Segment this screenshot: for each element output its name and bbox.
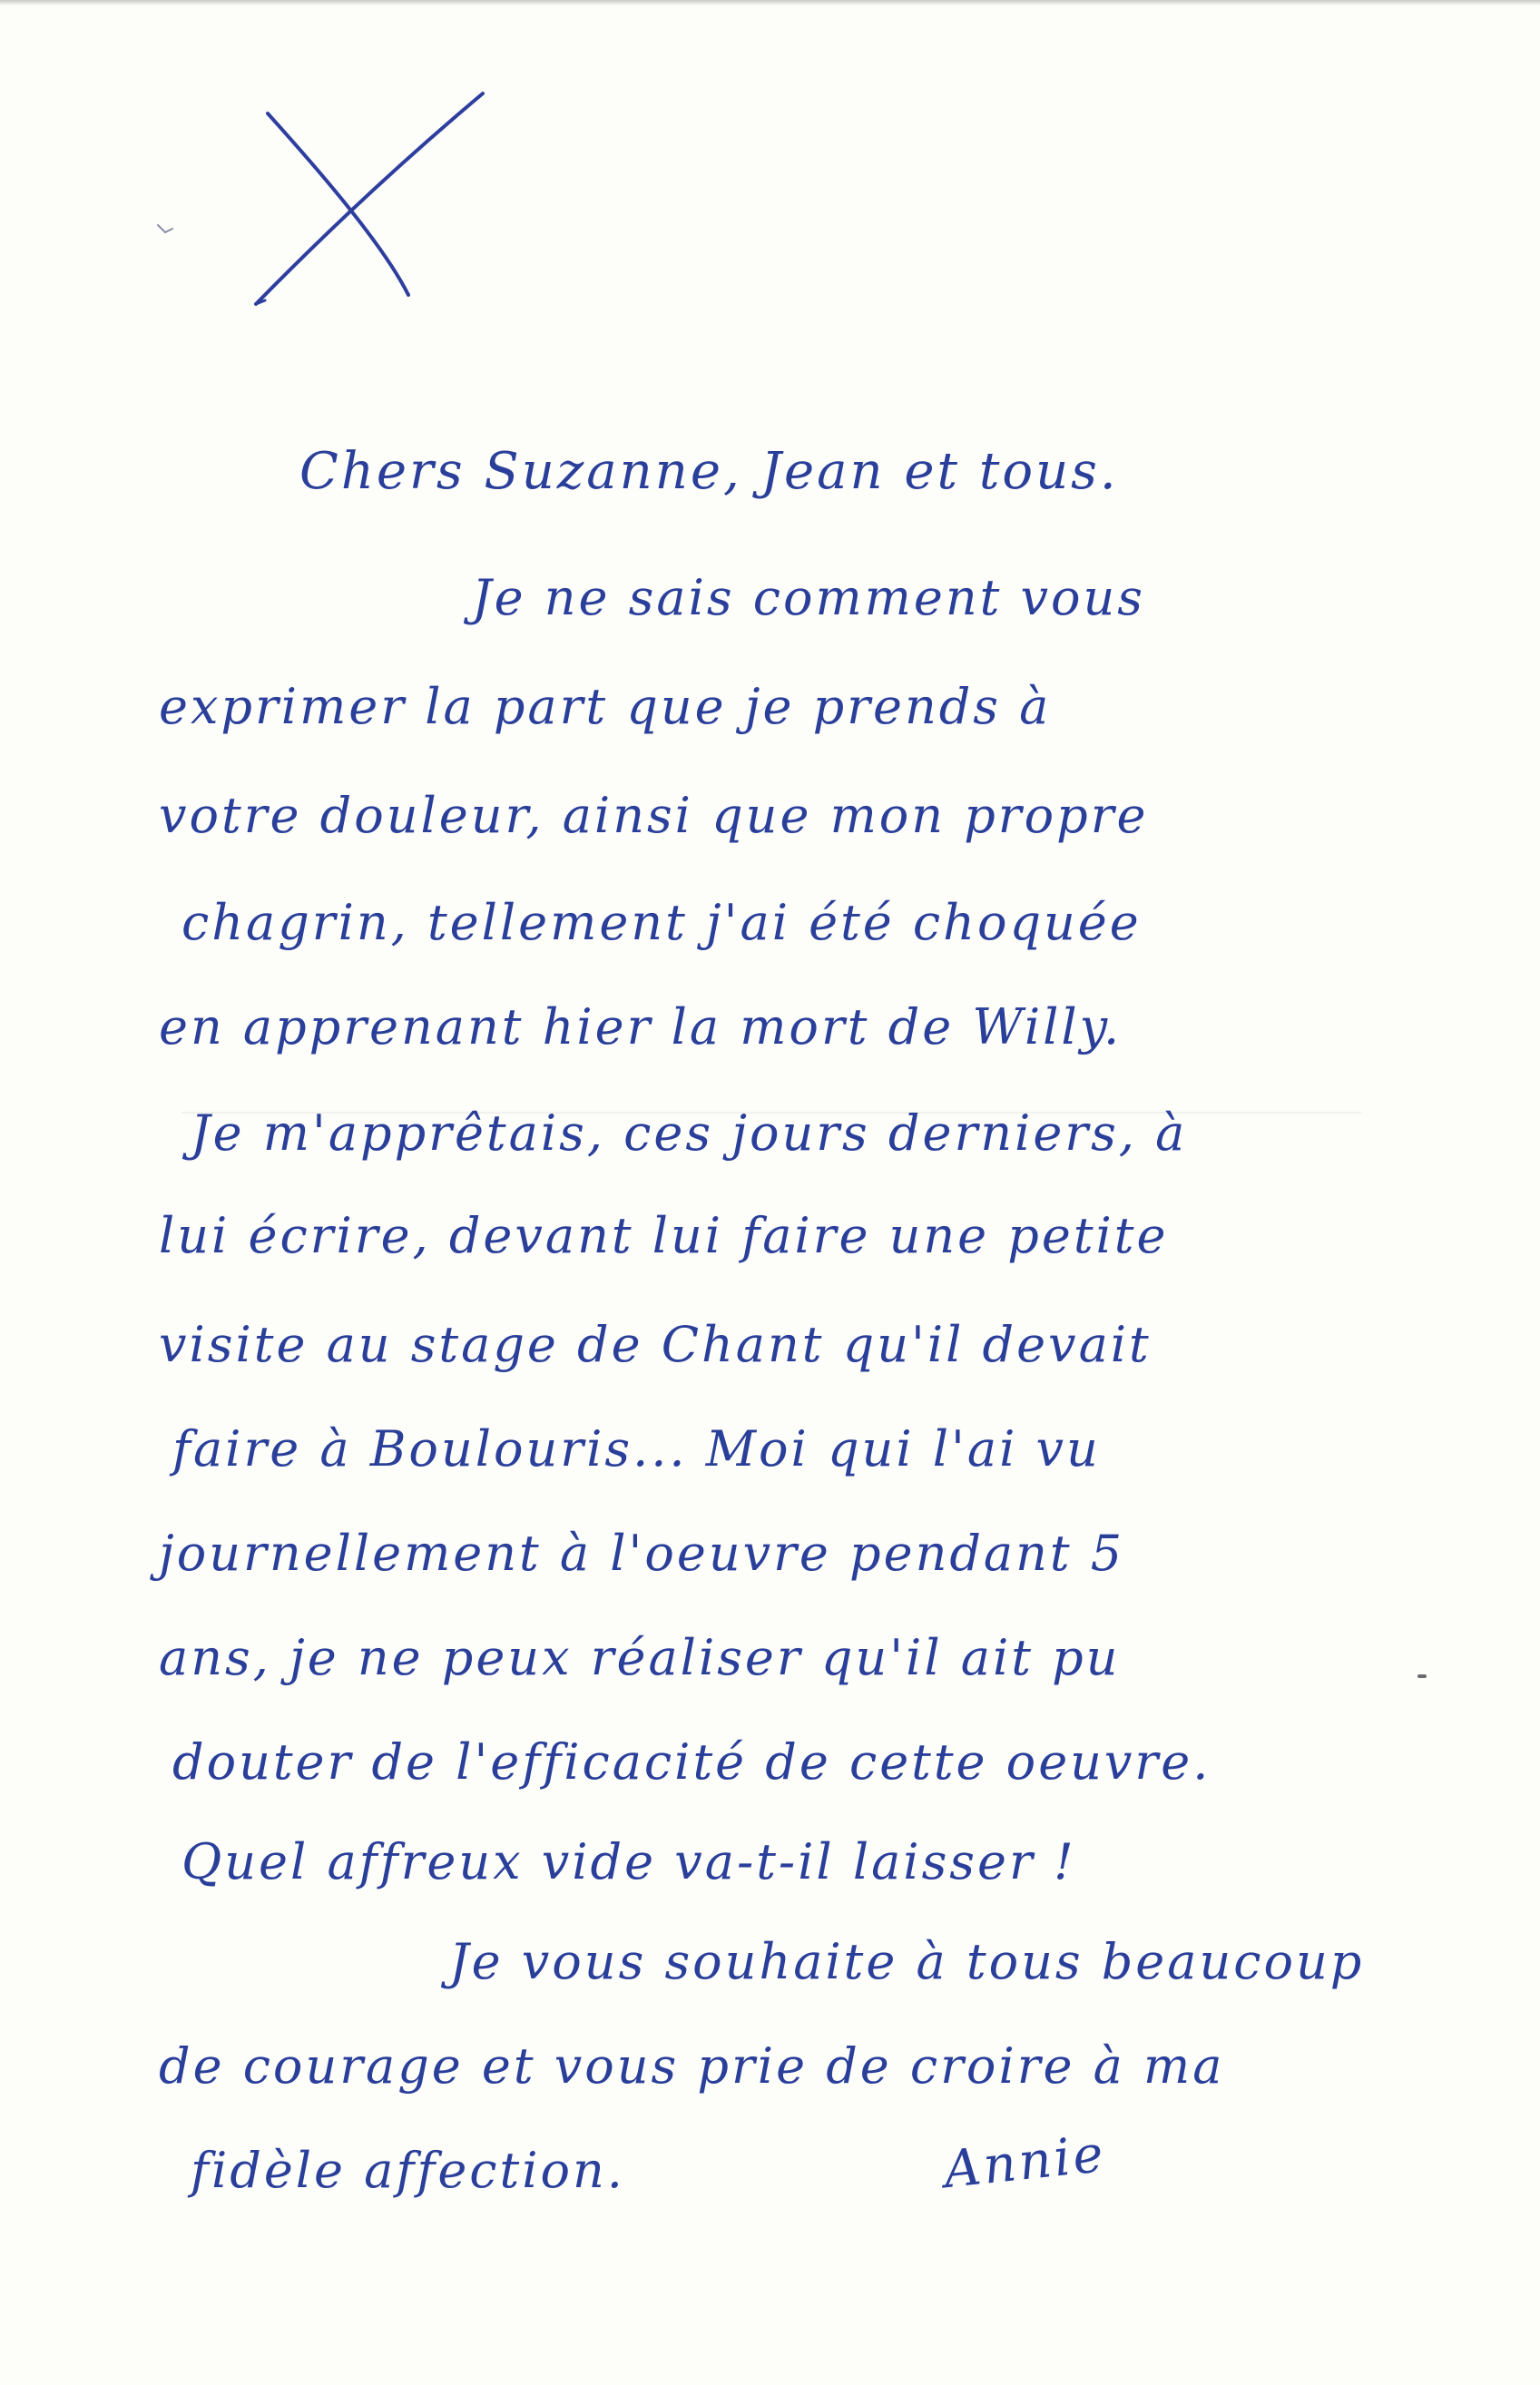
letter-salutation: Chers Suzanne, Jean et tous. xyxy=(299,442,1119,501)
letter-line: Je ne sais comment vous xyxy=(472,569,1145,626)
letter-line: douter de l'efficacité de cette oeuvre. xyxy=(172,1733,1211,1791)
letter-line: ans, je ne peux réaliser qu'il ait pu xyxy=(159,1629,1121,1686)
letter-line: lui écrire, devant lui faire une petite xyxy=(159,1207,1169,1264)
letter-line: visite au stage de Chant qu'il devait xyxy=(159,1316,1152,1373)
letter-line: exprimer la part que je prends à xyxy=(159,678,1052,735)
letter-line: Je vous souhaite à tous beaucoup xyxy=(449,1933,1365,1990)
letter-line: chagrin, tellement j'ai été choquée xyxy=(181,894,1142,951)
letter-line: journellement à l'oeuvre pendant 5 xyxy=(159,1525,1125,1582)
letter-line: de courage et vous prie de croire à ma xyxy=(159,2037,1225,2095)
letter-line: fidèle affection. xyxy=(191,2142,625,2199)
letter-line: en apprenant hier la mort de Willy. xyxy=(159,998,1123,1055)
letter-signature: Annie xyxy=(941,2124,1109,2201)
letter-line: Je m'apprêtais, ces jours derniers, à xyxy=(191,1104,1188,1162)
letter-line: Quel affreux vide va-t-il laisser ! xyxy=(181,1833,1076,1890)
letter-line: votre douleur, ainsi que mon propre xyxy=(159,787,1149,844)
letter-line: faire à Boulouris... Moi qui l'ai vu xyxy=(172,1420,1101,1477)
